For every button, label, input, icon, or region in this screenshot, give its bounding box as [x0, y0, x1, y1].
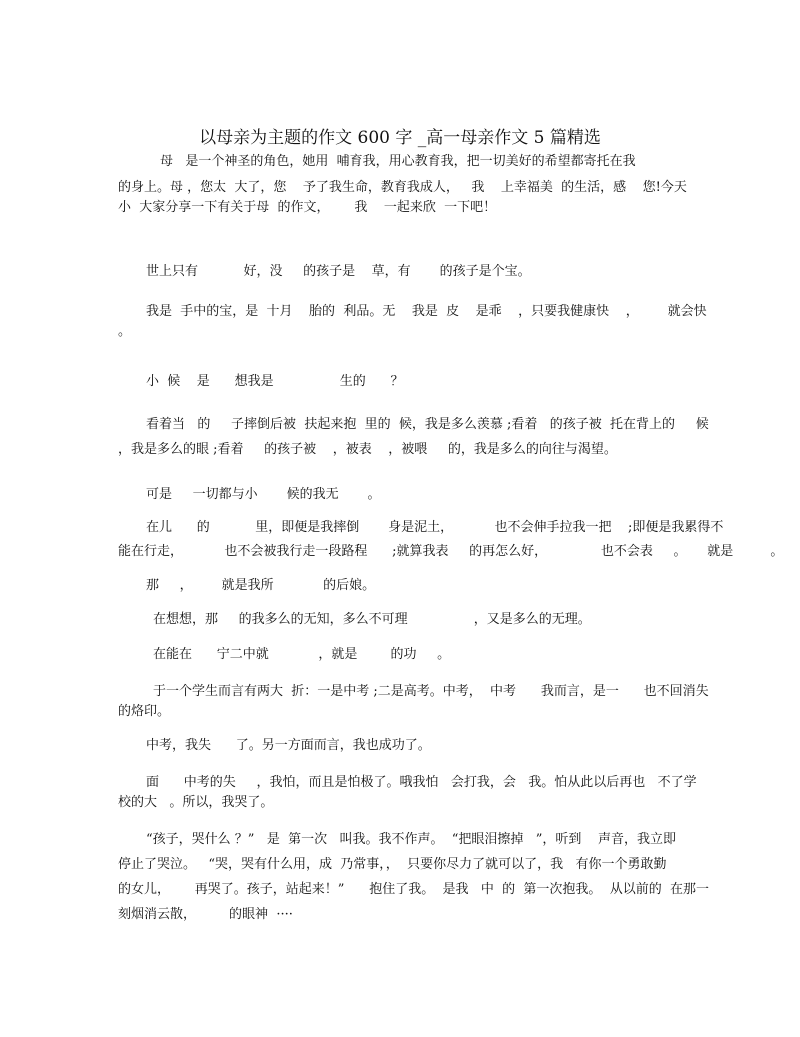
- paragraph-line: 面 中考的失 ，我怕，而且是怕极了。哦我怕 会打我，会 我。怕从此以后再也 不了学: [146, 775, 697, 790]
- intro-line: 小 大家分享一下有关于母 的作文， 我 一起来欣 一下吧！: [118, 200, 497, 215]
- paragraph-line: 能在行走， 也不会被我行走一段路程 ;就算我表 的再怎么好， 也不会表 。 就是 。: [118, 544, 784, 559]
- intro-line: 的身上。母 ，您太 大了，您 予了我生命，教育我成人， 我 上幸福美 的生活，感 您!今天: [118, 180, 687, 195]
- paragraph-line: 刻烟消云散， 的眼神 ····: [118, 907, 293, 922]
- paragraph-line: “孩子，哭什么 ？” 是 第一次 叫我。我不作声。 “把眼泪擦掉 ”，听到 声音，我立即: [146, 832, 676, 847]
- paragraph-line: ，我是多么的眼 ;看着 的孩子被 ，被表 ，被喂 的，我是多么的向往与渴望。: [118, 442, 617, 457]
- paragraph-line: 世上只有 好，没 的孩子是 草，有 的孩子是个宝。: [146, 264, 531, 279]
- paragraph-line: 。: [118, 324, 132, 339]
- paragraph-line: 看着当 的 子摔倒后被 扶起来抱 里的 候，我是多么羡慕 ;看着 的孩子被 托在背上的 候: [146, 417, 709, 432]
- paragraph-line: 在想想，那 的我多么的无知，多么不可理 ，又是多么的无理。: [153, 612, 591, 627]
- intro-line: 母 是一个神圣的角色，她用 哺育我，用心教育我，把一切美好的希望都寄托在我: [160, 154, 636, 169]
- paragraph-line: 停止了哭泣。 “哭，哭有什么用，成 乃常事，， 只要你尽力了就可以了，我 有你一个勇敢勤: [118, 857, 667, 872]
- paragraph-line: 校的大 。所以，我哭了。: [118, 795, 274, 810]
- paragraph-line: 那 ， 就是我所 的后娘。: [146, 578, 376, 593]
- paragraph-line: 我是 手中的宝，是 十月 胎的 利品。无 我是 皮 是乖 ，只要我健康快 ， 就会快: [146, 304, 707, 319]
- paragraph-line: 在能在 宁二中就 ，就是 的功 。: [153, 647, 451, 662]
- paragraph-line: 可是 一切都与小 候的我无 。: [146, 487, 381, 502]
- paragraph-line: 于一个学生而言有两大 折：一是中考 ;二是高考。中考， 中考 我而言，是一 也不回消失: [153, 684, 709, 699]
- paragraph-line: 中考，我失 了。另一方面而言，我也成功了。: [146, 738, 431, 753]
- document-title: 以母亲为主题的作文 600 字 _高一母亲作文 5 篇精选: [199, 128, 601, 148]
- paragraph-line: 小 候 是 想我是 生的 ？: [146, 374, 404, 389]
- paragraph-line: 的烙印。: [118, 704, 171, 719]
- paragraph-line: 在儿 的 里，即便是我摔倒 身是泥土， 也不会伸手拉我一把 ;即便是我累得不: [146, 520, 724, 535]
- paragraph-line: 的女儿， 再哭了。孩子，站起来！” 抱住了我。 是我 中 的 第一次抱我。 从以前的 在那一: [118, 882, 709, 897]
